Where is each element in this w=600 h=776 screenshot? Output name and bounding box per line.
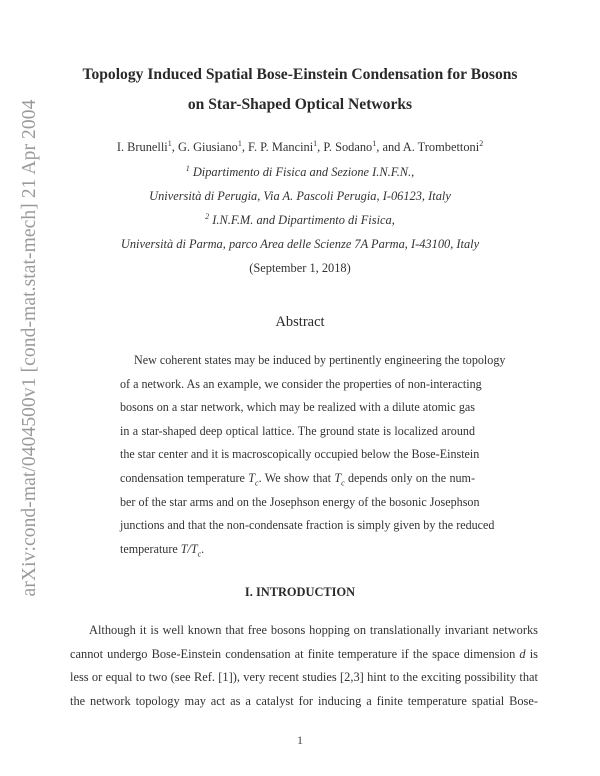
affiliation-text: I.N.F.M. and Dipartimento di Fisica, [212, 213, 395, 227]
body-line: less or equal to two (see Ref. [1]), very recent studies [2,3] hint to the exciting possibility that [70, 670, 538, 685]
affiliation-mark: 1 [372, 139, 377, 148]
affiliation-mark: 2 [479, 139, 484, 148]
affiliation-mark: 1 [313, 139, 318, 148]
arxiv-stamp-text: arXiv:cond-mat/0404500v1 [cond-mat.stat-mech] 21 Apr 2004 [19, 99, 40, 597]
text-run: . [201, 541, 205, 556]
body-line [70, 643, 538, 667]
math-subscript: c [197, 549, 202, 559]
paper-date: (September 1, 2018) [249, 261, 351, 275]
abstract-line [120, 538, 475, 562]
author-list [0, 140, 600, 155]
text-run: is [525, 646, 538, 661]
author-name: I. Brunelli [116, 140, 168, 154]
body-line: the network topology may act as a catalyst for inducing a finite temperature spatial Bose- [70, 693, 538, 708]
affiliation-2-line-2: Università di Parma, parco Area delle Scienze 7A Parma, I-43100, Italy [120, 237, 480, 251]
author-name: A. Trombettoni [402, 140, 480, 154]
abstract-heading: Abstract [275, 314, 325, 330]
affiliation-1-line-1 [0, 165, 600, 180]
affiliation-mark: 1 [237, 139, 242, 148]
abstract-line: junctions and that the non-condensate fraction is simply given by the reduced [120, 518, 495, 533]
abstract-line: bosons on a star network, which may be realized with a dilute atomic gas [120, 400, 475, 415]
affiliation-text: Dipartimento di Fisica and Sezione I.N.F.N., [192, 165, 415, 179]
math-symbol: T/T [180, 541, 198, 556]
author-name: G. Giusiano [177, 140, 238, 154]
text-run: . We show that [258, 470, 335, 485]
math-symbol: T [334, 470, 342, 485]
author-name: P. Sodano [323, 140, 373, 154]
author-separator: , and [376, 140, 403, 154]
text-run: cannot undergo Bose-Einstein condensation at finite temperature if the space dimension [70, 646, 516, 661]
text-run: temperature [120, 541, 181, 556]
abstract-line [120, 467, 475, 491]
abstract-line: of a network. As an example, we consider the properties of non-interacting [120, 376, 482, 391]
affiliation-mark: 1 [167, 139, 172, 148]
math-subscript: c [255, 478, 259, 488]
author-separator: , [241, 140, 249, 154]
affiliation-mark: 1 [185, 164, 190, 173]
author-name: F. P. Mancini [248, 140, 314, 154]
body-line: Although it is well known that free bosons hopping on translationally invariant networks [89, 623, 538, 637]
abstract-text [120, 349, 506, 561]
affiliation-1-line-2: Università di Perugia, Via A. Pascoli Perugia, I-06123, Italy [149, 189, 451, 203]
page-number: 1 [297, 733, 303, 747]
paper-title-line-2: on Star-Shaped Optical Networks [187, 96, 413, 113]
math-symbol: T [248, 470, 256, 485]
affiliation-mark: 2 [205, 212, 210, 221]
abstract-line: ber of the star arms and on the Josephson energy of the bosonic Josephson [120, 494, 480, 509]
math-symbol: d [519, 646, 526, 661]
math-subscript: c [341, 478, 345, 488]
author-separator: , [171, 140, 178, 154]
author-separator: , [317, 140, 324, 154]
text-run: depends only on the num- [344, 470, 475, 485]
paper-title-line-1: Topology Induced Spatial Bose-Einstein Condensation for Bosons [82, 66, 518, 83]
abstract-line: in a star-shaped deep optical lattice. The ground state is localized around [120, 423, 475, 438]
abstract-line: New coherent states may be induced by pertinently engineering the topology [134, 353, 506, 367]
abstract-line: the star center and it is macroscopically occupied below the Bose-Einstein [120, 447, 480, 462]
text-run: condensation temperature [120, 470, 249, 485]
section-heading-introduction: I. INTRODUCTION [244, 585, 356, 599]
affiliation-2-line-1 [0, 213, 600, 228]
introduction-text [70, 619, 538, 713]
